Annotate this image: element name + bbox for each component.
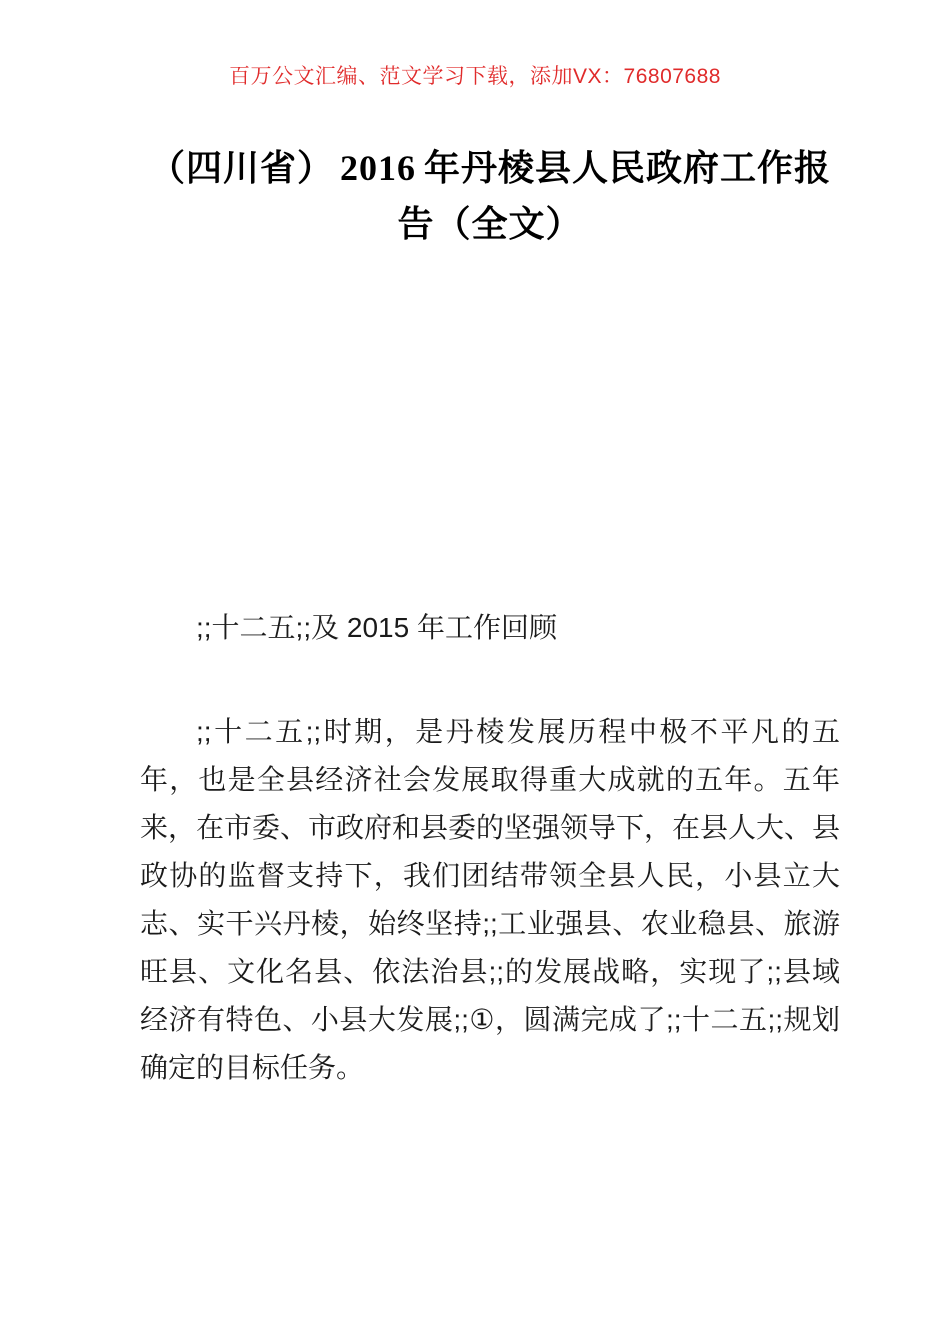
empty-space bbox=[140, 252, 840, 604]
document-content bbox=[140, 140, 840, 1092]
body-paragraph: ;;十二五;;时期，是丹棱发展历程中极不平凡的五年，也是全县经济社会发展取得重大成就的五年。五年来，在市委、市政府和县委的坚强领导下，在县人大、县政协的监督支持下，我们团结带领全县人民，小县立大志、实干兴丹棱，始终坚持;;工业强县、农业稳县、旅游旺县、文化名县、依法治县;;的发展战略，实现了;;县域经济有特色、小县大发展;;①，圆满完成了;;十二五;;规划确定的目标任务。 bbox=[140, 716, 841, 1083]
title-year: 2016 bbox=[340, 148, 416, 188]
document-title bbox=[140, 140, 840, 252]
title-part2: 年丹棱县人民政府工作报告（全文） bbox=[397, 147, 832, 244]
section-heading: ;;十二五;;及 2015 年工作回顾 bbox=[196, 612, 557, 643]
promo-banner-text: 百万公文汇编、范文学习下载，添加VX：76807688 bbox=[229, 65, 721, 88]
promo-banner bbox=[0, 0, 950, 92]
title-part1: （四川省） bbox=[148, 147, 334, 188]
